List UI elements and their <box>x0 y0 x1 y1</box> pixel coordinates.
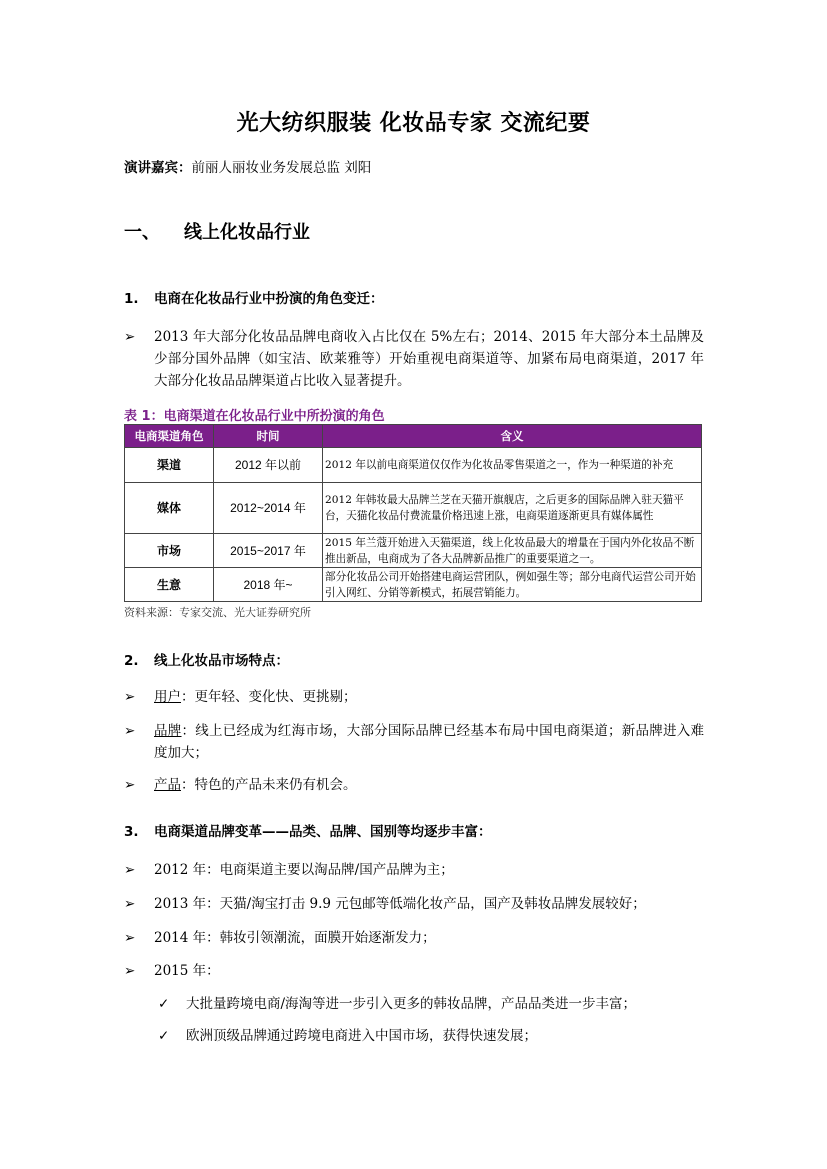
bullet-item <box>124 927 704 949</box>
subsection-number: 3. <box>124 824 139 840</box>
bullet-text: ：特色的产品未来仍有机会。 <box>181 777 357 793</box>
table-row <box>125 568 702 602</box>
table-source: 资料来源：专家交流、光大证券研究所 <box>124 606 311 619</box>
meaning-cell: 2015 年兰蔻开始进入天猫渠道，线上化妆品最大的增量在于国内外化妆品不断推出新品，电商成为了各大品牌新品推广的重要渠道之一。 <box>323 534 702 568</box>
arrowhead-bullet-icon: ➢ <box>124 896 136 912</box>
bullet-text: ：更年轻、变化快、更挑剔； <box>181 689 357 705</box>
bullet-item <box>124 720 704 764</box>
table-caption: 表 1：电商渠道在化妆品行业中所扮演的角色 <box>124 409 385 424</box>
arrowhead-bullet-icon: ➢ <box>124 862 136 878</box>
meaning-cell: 2012 年韩妆最大品牌兰芝在天猫开旗舰店，之后更多的国际品牌入驻天猫平台，天猫化妆品付费流量价格迅速上涨，电商渠道逐渐更具有媒体属性 <box>323 483 702 534</box>
subsection-title: 电商渠道品牌变革——品类、品牌、国别等均逐步丰富： <box>154 824 492 840</box>
bullet-key: 产品 <box>154 777 181 793</box>
roles-table <box>124 424 702 602</box>
check-item <box>158 993 704 1015</box>
bullet-key: 品牌 <box>154 723 182 739</box>
bullet-item <box>124 774 704 796</box>
column-header: 含义 <box>323 425 702 448</box>
meaning-cell: 部分化妆品公司开始搭建电商运营团队，例如强生等；部分电商代运营公司开始引入网红、分销等新模式，拓展营销能力。 <box>323 568 702 602</box>
role-cell: 媒体 <box>125 483 214 534</box>
page-title: 光大纺织服装 化妆品专家 交流纪要 <box>236 111 591 136</box>
role-cell: 生意 <box>125 568 214 602</box>
subsection-heading-1 <box>124 287 384 307</box>
bullet-item <box>124 893 704 915</box>
subsection-heading-2 <box>124 649 289 669</box>
table-row <box>125 534 702 568</box>
check-text: 大批量跨境电商/海淘等进一步引入更多的韩妆品牌，产品品类进一步丰富； <box>186 996 637 1012</box>
time-cell: 2018 年~ <box>214 568 323 602</box>
table-row <box>125 483 702 534</box>
time-cell: 2015~2017 年 <box>214 534 323 568</box>
subsection-title: 线上化妆品市场特点： <box>154 653 289 669</box>
check-item <box>158 1025 704 1047</box>
bullet-text: 2013 年：天猫/淘宝打击 9.9 元包邮等低端化妆产品，国产及韩妆品牌发展较好； <box>154 896 646 912</box>
subsection-number: 2. <box>124 653 139 669</box>
bullet-item <box>124 960 704 982</box>
role-cell: 渠道 <box>125 448 214 483</box>
speaker-line <box>124 156 371 176</box>
role-cell: 市场 <box>125 534 214 568</box>
arrowhead-bullet-icon: ➢ <box>124 963 136 979</box>
arrowhead-bullet-icon: ➢ <box>124 930 136 946</box>
bullet-item <box>124 686 704 708</box>
bullet-item <box>124 326 704 392</box>
arrowhead-bullet-icon: ➢ <box>124 689 136 705</box>
arrowhead-bullet-icon: ➢ <box>124 329 136 345</box>
bullet-item <box>124 859 704 881</box>
section-heading <box>124 218 310 244</box>
subsection-number: 1. <box>124 291 139 307</box>
subsection-heading-3 <box>124 820 492 840</box>
bullet-text: 2015 年： <box>154 963 220 979</box>
time-cell: 2012 年以前 <box>214 448 323 483</box>
table-header-row <box>125 425 702 448</box>
meaning-cell: 2012 年以前电商渠道仅仅作为化妆品零售渠道之一，作为一种渠道的补充 <box>323 448 702 483</box>
check-mark-icon: ✓ <box>158 1028 170 1044</box>
bullet-text: ：线上已经成为红海市场，大部分国际品牌已经基本布局中国电商渠道；新品牌进入难度加大； <box>154 723 705 761</box>
column-header: 电商渠道角色 <box>125 425 214 448</box>
subsection-title: 电商在化妆品行业中扮演的角色变迁： <box>154 291 384 307</box>
section-number: 一、 <box>124 222 160 243</box>
speaker-value: 前丽人丽妆业务发展总监 刘阳 <box>191 160 372 176</box>
check-text: 欧洲顶级品牌通过跨境电商进入中国市场，获得快速发展； <box>186 1028 537 1044</box>
column-header: 时间 <box>214 425 323 448</box>
time-cell: 2012~2014 年 <box>214 483 323 534</box>
arrowhead-bullet-icon: ➢ <box>124 777 136 793</box>
speaker-label: 演讲嘉宾： <box>124 160 192 176</box>
bullet-text: 2012 年：电商渠道主要以淘品牌/国产品牌为主； <box>154 862 454 878</box>
table-row <box>125 448 702 483</box>
section-title: 线上化妆品行业 <box>184 222 310 243</box>
check-mark-icon: ✓ <box>158 996 170 1012</box>
bullet-text: 2013 年大部分化妆品品牌电商收入占比仅在 5%左右；2014、2015 年大部分本土品牌及少部分国外品牌（如宝洁、欧莱雅等）开始重视电商渠道等、加紧布局电商渠道，2017 年大部分化妆品品牌渠道占比收入显著提升。 <box>154 329 704 389</box>
bullet-text: 2014 年：韩妆引领潮流，面膜开始逐渐发力； <box>154 930 436 946</box>
arrowhead-bullet-icon: ➢ <box>124 723 136 739</box>
bullet-key: 用户 <box>154 689 181 705</box>
